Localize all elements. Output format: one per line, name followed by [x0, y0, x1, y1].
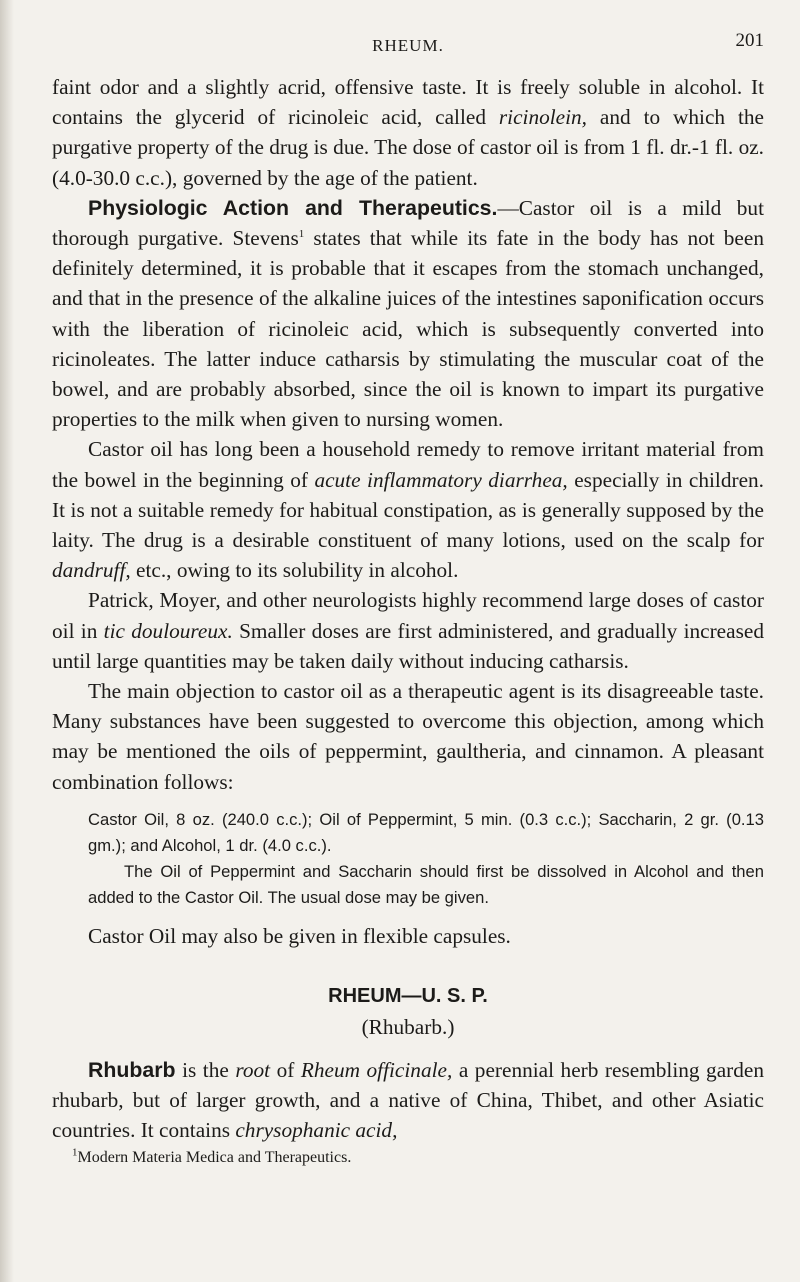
page-number: 201: [735, 30, 764, 51]
paragraph-capsules: Castor Oil may also be given in flexible capsules.: [88, 923, 511, 948]
paragraph-taste-objection: The main objection to castor oil as a therapeutic agent is its disagreeable taste. Many substances have been suggested to overcome this objection, among which may be mentioned the oils of peppermint, gaultheria, and cinnamon. A pleasant combination follows:: [52, 679, 764, 794]
footnote: [52, 1148, 764, 1168]
page-header: [52, 30, 764, 72]
book-page: [52, 30, 764, 1168]
paragraph-rhubarb: Rhubarb is the root of Rheum officinale, a perennial herb resembling garden rhubarb, but of larger growth, and a native of China, Thibet, and other Asiatic countries. It contains chrysophanic acid,: [52, 1058, 765, 1143]
paragraph-household-remedy: Castor oil has long been a household remedy to remove irritant material from the bowel in the beginning of acute inflammatory diarrhea, especially in children. It is not a suitable remedy for habitual constipation, as is generally supposed by the laity. The drug is a desirable constituent of many lotions, used on the scalp for dandruff, etc., owing to its solubility in alcohol.: [52, 437, 764, 583]
lead-word: Rhubarb: [88, 1058, 176, 1083]
paragraph-neurologists: Patrick, Moyer, and other neurologists highly recommend large doses of castor oil in tic douloureux. Smaller doses are first administered, and gradually increased until large quantities may be taken daily without inducing catharsis.: [52, 588, 764, 673]
section-title: RHEUM—U. S. P.: [328, 985, 488, 1008]
formula-instructions: The Oil of Peppermint and Saccharin should first be dissolved in Alcohol and then added to the Castor Oil. The usual dose may be given.: [88, 861, 764, 907]
formula-block: [88, 807, 764, 911]
page-spine-shadow: [0, 0, 14, 1282]
formula-ingredients: Castor Oil, 8 oz. (240.0 c.c.); Oil of Peppermint, 5 min. (0.3 c.c.); Saccharin, 2 gr. (0.13 gm.); and Alcohol, 1 dr. (4.0 c.c.).: [88, 809, 764, 855]
footnote-text: Modern Materia Medica and Therapeutics.: [77, 1148, 352, 1166]
paragraph-heading: Physiologic Action and Therapeutics.: [88, 195, 498, 220]
footnote-marker: 1: [72, 1146, 78, 1159]
running-head: RHEUM.: [372, 36, 444, 55]
footnote-reference: 1: [298, 227, 305, 240]
body-text: [52, 72, 764, 1146]
section-heading: [52, 981, 764, 1043]
paragraph-castor-oil-properties: faint odor and a slightly acrid, offensive taste. It is freely soluble in alcohol. It contains the glycerid of ricinoleic acid, called ricinolein, and to which the purgative property of the drug is due. The dose of castor oil is from 1 fl. dr.-1 fl. oz. (4.0-30.0 c.c.), governed by the age of the patient.: [52, 75, 764, 190]
paragraph-physiologic-action: Physiologic Action and Therapeutics.—Castor oil is a mild but thorough purgative. Stevens$^1$ states that while its fate in the body has not been definitely determined, it is probable that it escapes from the stomach unchanged, and that in the presence of the alkaline juices of the intestines saponification occurs with the liberation of ricinoleic acid, which is subsequently converted into ricinoleates. The latter induce catharsis by stimulating the muscular coat of the bowel, and are probably absorbed, since the oil is known to impart its purgative properties to the milk when given to nursing women.: [52, 195, 764, 432]
section-subtitle: (Rhubarb.): [361, 1015, 455, 1040]
